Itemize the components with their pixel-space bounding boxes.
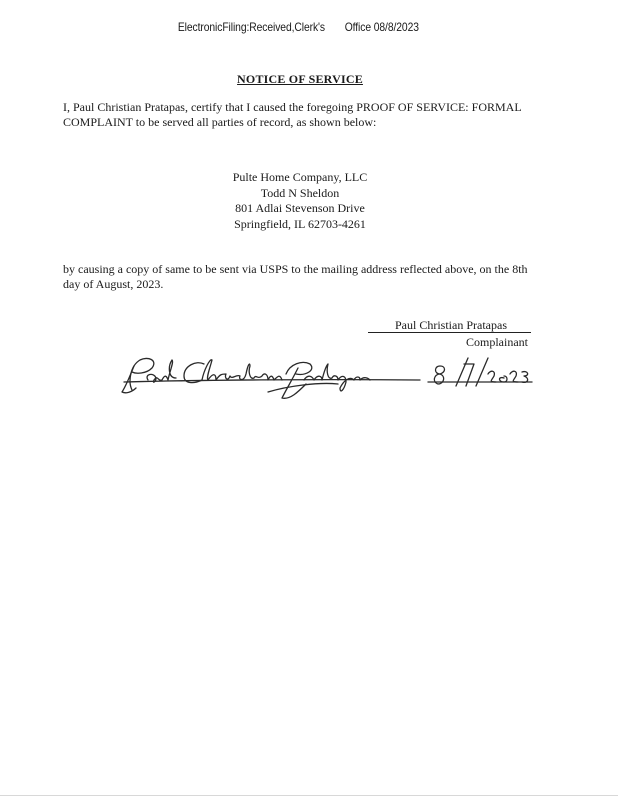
signature-stroke — [464, 364, 474, 386]
address-line-street: 801 Adlai Stevenson Drive — [235, 201, 365, 215]
signature-stroke — [522, 372, 528, 383]
document-title: NOTICE OF SERVICE — [237, 72, 363, 86]
signature-stroke — [202, 360, 282, 380]
signature-stroke — [147, 360, 176, 382]
signature-stroke — [500, 376, 508, 382]
signature-stroke — [510, 371, 518, 382]
page-bottom-edge — [0, 795, 618, 796]
signature-stroke — [304, 364, 370, 391]
signature-stroke — [286, 362, 312, 374]
address-line-company: Pulte Home Company, LLC — [232, 170, 368, 184]
service-method-paragraph: by causing a copy of same to be sent via USPS to the mailing address reflected above, on the 8th day of August, 2023. — [63, 262, 528, 291]
signature-stroke — [488, 371, 496, 382]
signature-stroke — [282, 368, 306, 398]
filing-stamp-left: ElectronicFiling:Received,Clerk's — [177, 20, 325, 34]
signature-stroke — [434, 366, 444, 384]
certification-paragraph: I, Paul Christian Pratapas, certify that I caused the foregoing PROOF OF SERVICE: FORMAL COMPLAINT to be served all parties of record, as shown below: — [63, 100, 522, 129]
signature-stroke — [184, 363, 204, 383]
recipient-address-block — [0, 170, 600, 232]
handwritten-signature — [118, 352, 538, 404]
address-line-city: Springfield, IL 62703-4261 — [234, 216, 366, 231]
signer-role: Complainant — [466, 335, 528, 349]
address-line-contact: Todd N Sheldon — [260, 185, 340, 200]
filing-stamp-right: Office 08/8/2023 — [344, 20, 419, 34]
signer-name: Paul Christian Pratapas — [368, 318, 531, 333]
signature-stroke — [122, 366, 136, 393]
